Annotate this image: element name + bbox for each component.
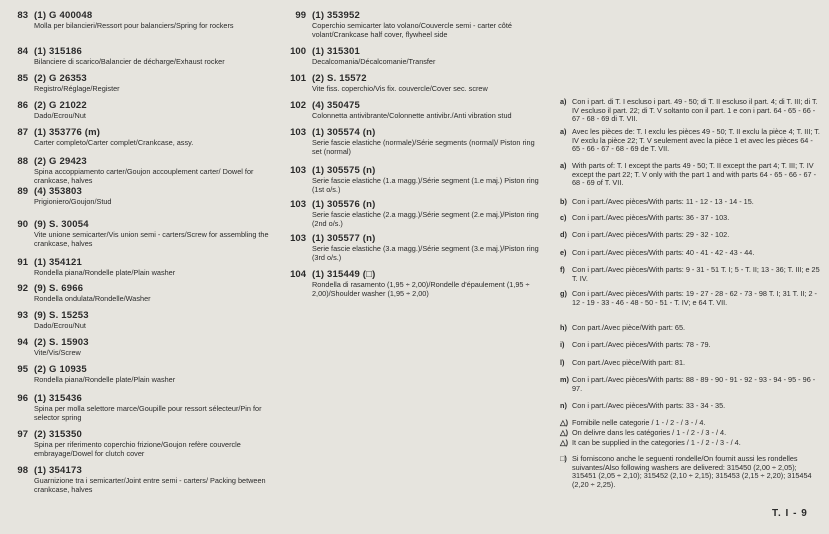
part-description: Molla per bilancieri/Ressort pour balanciers/Spring for rockers (34, 21, 234, 30)
footnote-key: f) (560, 265, 565, 274)
part-number: 103 (290, 165, 306, 176)
footnote-text: Con i part./Avec pièces/With parts: 78 - 79. (572, 340, 711, 349)
part-number: 92 (17, 283, 28, 294)
part-description: Spina per riferimento coperchio frizione/Goujon refère couvercle embrayage/Dowel for clutch cover (34, 440, 241, 458)
part-code: (2) S. 15903 (34, 337, 89, 348)
part-description: Colonnetta antivibrante/Colonnette antivibr./Anti vibration stud (312, 111, 512, 120)
part-description: Decalcomania/Décalcomanie/Transfer (312, 57, 436, 66)
part-code: (2) G 26353 (34, 73, 87, 84)
part-number: 93 (17, 310, 28, 321)
part-code: (1) 305577 (n) (312, 233, 376, 244)
part-number: 91 (17, 257, 28, 268)
part-description: Serie fascie elastiche (normale)/Série segments (normal)/ Piston ring set (normal) (312, 138, 535, 156)
part-number: 90 (17, 219, 28, 230)
footnote-key: m) (560, 375, 569, 384)
part-description: Dado/Ecrou/Nut (34, 111, 86, 120)
part-description: Carter completo/Carter complet/Crankcase, assy. (34, 138, 194, 147)
part-code: (1) 305574 (n) (312, 127, 376, 138)
footnote-text: Con i part./Avec pièces/With parts: 88 - 89 - 90 - 91 - 92 - 93 - 94 - 95 - 96 - 97. (572, 375, 816, 393)
footnote-text: Con i part./Avec pièces/With parts: 33 - 34 - 35. (572, 401, 726, 410)
part-number: 88 (17, 156, 28, 167)
footnote-key: g) (560, 289, 567, 298)
footnote-key: △) (560, 418, 569, 427)
part-number: 103 (290, 233, 306, 244)
part-number: 87 (17, 127, 28, 138)
footnote-text: It can be supplied in the categories / 1 - / 2 - / 3 - / 4. (572, 438, 741, 447)
footnote-text: Con i part./Avec pièces/With parts: 19 - 27 - 28 - 62 - 73 - 98 T. I; 31 T. II; 2 - 12 - 19 - 33 - 46 - 48 - 50 - 51 - T. IV; e 64 T. VII. (572, 289, 817, 307)
footnote-text: Con i part./Avec pièces/With parts: 9 - 31 - 51 T. I; 5 - T. II; 13 - 36; T. III; e 25 T. IV. (572, 265, 820, 283)
part-code: (9) S. 30054 (34, 219, 89, 230)
part-code: (2) S. 15572 (312, 73, 367, 84)
page-number: T. I - 9 (772, 508, 808, 519)
part-number: 99 (295, 10, 306, 21)
part-code: (1) 315436 (34, 393, 82, 404)
part-number: 100 (290, 46, 306, 57)
part-description: Vite/Vis/Screw (34, 348, 81, 357)
footnote-key: □) (560, 454, 567, 463)
part-number: 104 (290, 269, 306, 280)
part-number: 84 (17, 46, 28, 57)
footnote-text: Con i part./Avec pièces/With parts: 29 - 32 - 102. (572, 230, 730, 239)
footnote-text: Si forniscono anche le seguenti rondelle/On fournit aussi les rondelles suivantes/Also following washers are delivered: 315450 (2,00 ÷ 2,05); 315451 (2,05 ÷ 2,10); 315452 (2,10 ÷ 2,15); 315453 (2,15 ÷ 2,20); 315454 (2,20 ÷ 2,25). (572, 454, 812, 489)
part-code: (1) 305576 (n) (312, 199, 376, 210)
footnote-key: a) (560, 97, 567, 106)
part-code: (4) 353803 (34, 186, 82, 197)
part-number: 89 (17, 186, 28, 197)
part-code: (2) G 21022 (34, 100, 87, 111)
part-code: (2) 315350 (34, 429, 82, 440)
footnote-key: n) (560, 401, 567, 410)
part-description: Vite fiss. coperchio/Vis fix. couvercle/Cover sec. screw (312, 84, 488, 93)
footnote-text: Con part./Avec pièce/With part: 65. (572, 323, 686, 332)
part-description: Coperchio semicarter lato volano/Couvercle semi - carter côté volant/Crankcase half cover, flywheel side (312, 21, 512, 39)
footnote-key: △) (560, 428, 569, 437)
part-description: Rondella piana/Rondelle plate/Plain washer (34, 375, 176, 384)
part-number: 97 (17, 429, 28, 440)
part-number: 86 (17, 100, 28, 111)
part-description: Rondella di rasamento (1,95 ÷ 2,00)/Rondelle d'épaulement (1,95 ÷ 2,00)/Shoulder washer (1,95 ÷ 2,00) (312, 280, 530, 298)
part-description: Serie fascie elastiche (1.a magg.)/Série segment (1.e maj.) Piston ring (1st o/s.) (312, 176, 539, 194)
part-code: (1) 353776 (m) (34, 127, 101, 138)
footnote-text: On delivre dans les catégories / 1 - / 2 - / 3 - / 4. (572, 428, 727, 437)
footnote-key: a) (560, 127, 567, 136)
part-description: Rondella piana/Rondelle plate/Plain washer (34, 268, 176, 277)
part-code: (1) 305575 (n) (312, 165, 376, 176)
part-description: Dado/Ecrou/Nut (34, 321, 86, 330)
part-number: 103 (290, 199, 306, 210)
footnote-text: With parts of: T. I except the parts 49 - 50; T. II except the part 4; T. III; T. IV except the part 22; T. V only with the part 1 and with parts 64 - 65 - 66 - 67 - 68 - 69 of T. VII. (572, 161, 817, 188)
part-description: Prigioniero/Goujon/Stud (34, 197, 112, 206)
part-code: (1) 315186 (34, 46, 82, 57)
part-description: Vite unione semicarter/Vis union semi - carters/Screw for assembling the crankcase, halves (34, 230, 269, 248)
part-description: Serie fascie elastiche (2.a magg.)/Série segment (2.e maj.)/Piston ring (2nd o/s.) (312, 210, 539, 228)
part-number: 96 (17, 393, 28, 404)
part-description: Guarnizione tra i semicarter/Joint entre semi - carters/ Packing between crankcase, halves (34, 476, 266, 494)
part-code: (9) S. 15253 (34, 310, 89, 321)
footnote-text: Fornibile nelle categorie / 1 - / 2 - / 3 - / 4. (572, 418, 706, 427)
part-description: Serie fascie elastiche (3.a magg.)/Série segment (3.e maj.)/Piston ring (3rd o/s.) (312, 244, 539, 262)
part-code: (4) 350475 (312, 100, 360, 111)
footnote-key: a) (560, 161, 567, 170)
part-description: Rondella ondulata/Rondelle/Washer (34, 294, 151, 303)
footnote-key: i) (560, 340, 565, 349)
footnote-text: Con i part./Avec pièces/With parts: 11 - 12 - 13 - 14 - 15. (572, 197, 754, 206)
part-number: 83 (17, 10, 28, 21)
part-number: 85 (17, 73, 28, 84)
part-number: 103 (290, 127, 306, 138)
footnote-text: Avec les pièces de: T. I exclu les pièces 49 - 50; T. II exclu la pièce 4; T. III; T. IV exclu la pièce 22; T. V seulement avec la pièce 1 et avec les pièces 64 - 65 - 66 - 67 - 68 - 69 de T. VII. (572, 127, 820, 154)
part-code: (2) G 10935 (34, 364, 87, 375)
part-code: (2) G 29423 (34, 156, 87, 167)
footnote-key: l) (560, 358, 565, 367)
footnote-key: b) (560, 197, 567, 206)
footnote-text: Con i part./Avec pièces/With parts: 36 - 37 - 103. (572, 213, 730, 222)
part-code: (1) 354121 (34, 257, 82, 268)
part-description: Bilanciere di scarico/Balancier de décharge/Exhaust rocker (34, 57, 225, 66)
part-number: 102 (290, 100, 306, 111)
part-code: (1) 315301 (312, 46, 360, 57)
footnote-text: Con i part. di T. I escluso i part. 49 - 50; di T. II escluso il part. 4; di T. III; di T. IV escluso il part. 22; di T. V soltanto con il part. 1 e con i part. 64 - 65 - 66 - 67 - 68 - 69 di T. VII. (572, 97, 818, 124)
part-code: (1) G 400048 (34, 10, 93, 21)
part-code: (9) S. 6966 (34, 283, 84, 294)
footnote-key: d) (560, 230, 567, 239)
part-code: (1) 315449 (□) (312, 269, 376, 280)
footnote-key: h) (560, 323, 567, 332)
footnote-key: △) (560, 438, 569, 447)
footnote-text: Con i part./Avec pièces/With parts: 40 - 41 - 42 - 43 - 44. (572, 248, 755, 257)
part-code: (1) 353952 (312, 10, 360, 21)
part-description: Spina per molla selettore marce/Goupille pour ressort sélecteur/Pin for selector spring (34, 404, 262, 422)
part-number: 94 (17, 337, 28, 348)
footnote-key: e) (560, 248, 567, 257)
part-code: (1) 354173 (34, 465, 82, 476)
part-number: 98 (17, 465, 28, 476)
part-number: 101 (290, 73, 306, 84)
part-description: Spina accoppiamento carter/Goujon accouplement carter/ Dowel for crankcase, halves (34, 167, 254, 185)
part-number: 95 (17, 364, 28, 375)
footnote-key: c) (560, 213, 567, 222)
footnote-text: Con part./Avec pièce/With part: 81. (572, 358, 686, 367)
part-description: Registro/Réglage/Register (34, 84, 120, 93)
